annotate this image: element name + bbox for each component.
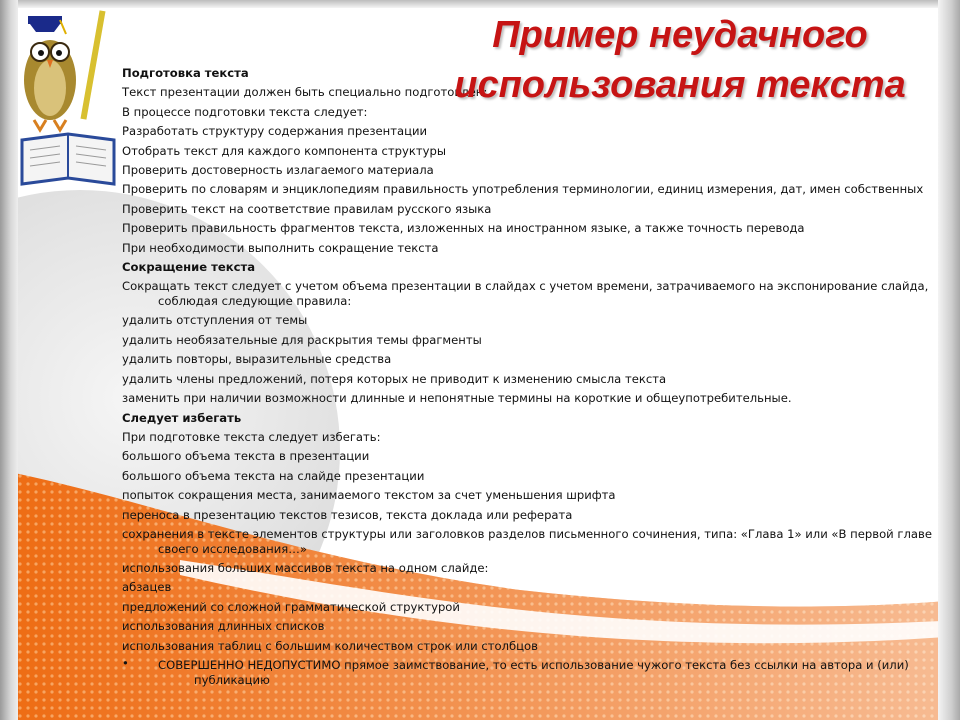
- bullet-item: [122, 656, 942, 690]
- text-line: Проверить правильность фрагментов текста, изложенных на иностранном языке, а также точность перевода: [122, 221, 805, 236]
- text-line: переноса в презентацию текстов тезисов, текста доклада или реферата: [122, 507, 573, 522]
- text-line: использования длинных списков: [122, 619, 325, 634]
- frame-left: [0, 0, 18, 720]
- frame-top: [0, 0, 960, 8]
- bullet-first: СОВЕРШЕННО НЕДОПУСТИМО прямое заимствование, то есть использование чужого текста без ссылки на автора и (или): [158, 657, 909, 672]
- text-line: использования таблиц с большим количеством строк или столбцов: [122, 638, 538, 653]
- text-line-wrapped: [122, 525, 942, 559]
- text-line: Разработать структуру содержания презентации: [122, 124, 428, 139]
- text-line: При необходимости выполнить сокращение текста: [122, 240, 439, 255]
- text-line: абзацев: [122, 580, 172, 595]
- book-icon: [22, 134, 114, 184]
- text-line: большого объема текста на слайде презентации: [122, 468, 425, 483]
- wrap-first: Сокращать текст следует с учетом объема презентации в слайдах с учетом времени, затрачиваемого на экспонирование слайда,: [122, 279, 929, 294]
- heading-avoid: Следует избегать: [122, 410, 242, 425]
- text-line: заменить при наличии возможности длинные и непонятные термины на короткие и общеупотребительные.: [122, 391, 792, 406]
- heading-reduction: Сокращение текста: [122, 260, 256, 275]
- text-line: При подготовке текста следует избегать:: [122, 429, 381, 444]
- text-line: использования больших массивов текста на одном слайде:: [122, 560, 489, 575]
- text-line: Текст презентации должен быть специально подготовлен:: [122, 85, 488, 100]
- text-line: Проверить текст на соответствие правилам русского языка: [122, 201, 492, 216]
- text-line: большого объема текста в презентации: [122, 449, 370, 464]
- text-line: удалить повторы, выразительные средства: [122, 352, 392, 367]
- wrap-second: соблюдая следующие правила:: [158, 294, 352, 309]
- text-line: удалить необязательные для раскрытия темы фрагменты: [122, 332, 482, 347]
- owl-icon: [20, 8, 120, 188]
- text-line: удалить отступления от темы: [122, 313, 308, 328]
- text-line: Отобрать текст для каждого компонента структуры: [122, 143, 447, 158]
- page-title: Пример неудачного использования текста: [454, 14, 906, 106]
- text-line: Проверить по словарям и энциклопедиям правильность употребления терминологии, единиц измерения, дат, имен собственных: [122, 182, 924, 197]
- text-line: Проверить достоверность излагаемого материала: [122, 163, 434, 178]
- text-line-wrapped: [122, 277, 942, 311]
- text-line: В процессе подготовки текста следует:: [122, 104, 368, 119]
- bullet-icon: •: [122, 655, 129, 670]
- text-line: предложений со сложной грамматической структурой: [122, 599, 460, 614]
- text-line: попыток сокращения места, занимаемого текстом за счет уменьшения шрифта: [122, 488, 616, 503]
- wrap-second: своего исследования…»: [158, 541, 307, 556]
- content: [122, 64, 942, 690]
- heading-preparation: Подготовка текста: [122, 66, 249, 80]
- bullet-second: публикацию: [194, 672, 270, 687]
- wrap-first: сохранения в тексте элементов структуры или заголовков разделов письменного сочинения, типа: «Глава 1» или «В первой главе: [122, 526, 932, 541]
- text-line: удалить члены предложений, потеря которых не приводит к изменению смысла текста: [122, 371, 667, 386]
